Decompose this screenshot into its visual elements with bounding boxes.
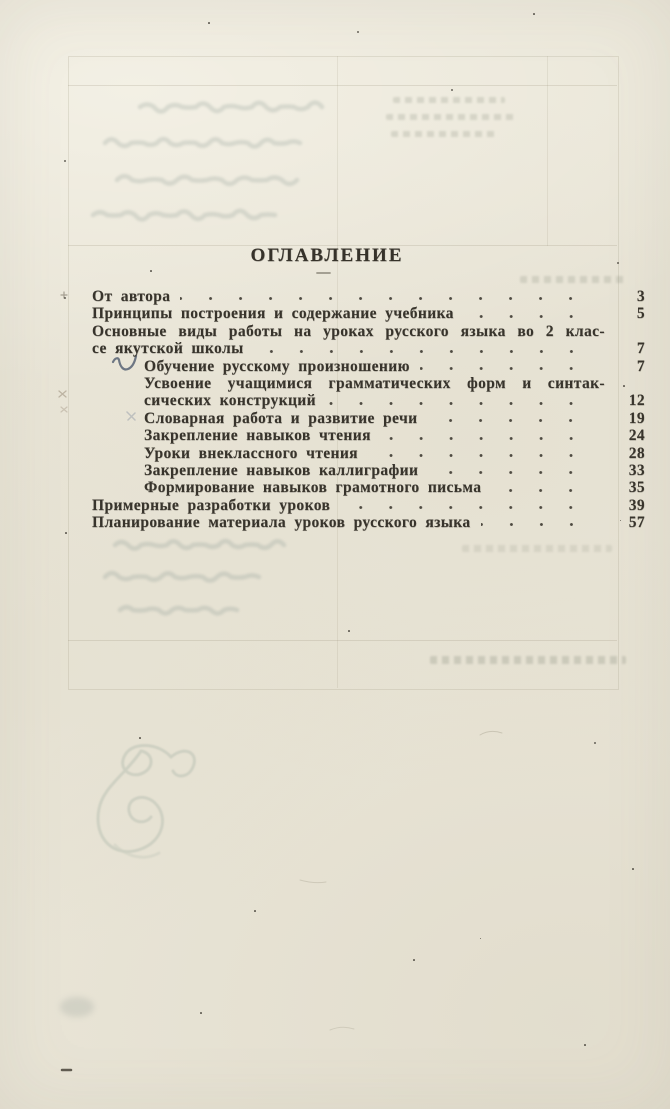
toc-entry-title: Примерные разработки уроков [92,496,331,514]
toc-entry-page: 7 [636,357,645,375]
toc-entry-page: 39 [628,496,645,514]
toc-entry-title: се якутской школы [92,340,244,358]
toc-entry-title: Планирование материала уроков русского языка [92,514,471,532]
paper-fiber [300,880,326,883]
toc-entry [92,514,645,531]
toc-entry-page: 12 [628,392,645,410]
margin-mark [59,391,66,397]
toc-entry [92,305,645,322]
paper-speck [413,959,415,961]
toc-entry-page: 57 [628,514,645,532]
toc-entry-page: 3 [636,288,645,305]
paper-speck [617,262,619,264]
dot-leader [180,295,599,302]
paper-fiber [330,1027,354,1030]
toc-entry-page: 5 [636,305,645,323]
toc-entry-title: Уроки внеклассного чтения [144,444,358,462]
toc-entry [92,410,645,427]
dot-leader [368,452,599,459]
paper-fiber [480,731,502,735]
toc-entry [92,358,645,375]
dot-leader [464,313,599,320]
paper-speck [150,270,152,272]
toc-entry-title: сических конструкций [144,392,316,410]
toc-entry [92,445,645,462]
paper-speck [594,742,596,744]
toc-title: ОГЛАВЛЕНИЕ [250,245,404,266]
paper-speck [357,31,359,33]
toc-entry-page: 33 [628,461,645,479]
paper-speck [584,1044,586,1046]
toc-entry-page: 24 [628,427,645,445]
toc-entry-page: 19 [628,409,645,427]
paper-speck [208,22,210,24]
paper-speck [348,630,350,632]
toc-entry [92,323,645,340]
toc-entry-page: 35 [628,479,645,497]
paper-speck [200,1012,202,1014]
paper-speck [139,737,141,739]
toc-entry-title: Закрепление навыков чтения [144,427,371,445]
paper-speck [64,297,66,299]
toc-entry [92,375,645,392]
toc-entry [92,427,645,444]
paper-speck [533,13,535,15]
margin-mark [61,407,67,412]
toc-entry-title: Основные виды работы на уроках русского языка во 2 клас- [92,322,605,340]
dot-leader [428,469,599,476]
dot-leader [481,521,599,528]
dot-leader [326,400,599,407]
table-of-contents [92,288,645,531]
toc-entry [92,462,645,479]
toc-entry [92,288,645,305]
paper-speck [64,160,66,162]
dot-leader [254,348,599,355]
paper-speck [632,868,634,870]
dot-leader [420,365,599,372]
toc-entry-page: 28 [628,444,645,462]
toc-entry-title: Принципы построения и содержание учебника [92,305,454,323]
dot-leader [381,435,599,442]
toc-entry-title: Словарная работа и развитие речи [144,409,418,427]
toc-entry [92,392,645,409]
toc-entry-title: Формирование навыков грамотного письма [144,479,482,497]
paper-speck [451,89,453,91]
dot-leader [491,487,599,494]
toc-entry [92,479,645,496]
toc-entry [92,497,645,514]
toc-entry-title: От автора [92,288,171,305]
toc-entry-title: Закрепление навыков каллиграфии [144,461,419,479]
paper-speck [254,910,256,912]
toc-entry [92,340,645,357]
toc-entry-title: Обучение русскому произношению [144,357,410,375]
toc-entry-page: 7 [636,340,645,358]
toc-entry-title: Усвоение учащимися грамматических форм и синтак- [144,374,605,392]
dot-leader [427,417,599,424]
paper-speck [65,532,67,534]
dot-leader [340,504,599,511]
